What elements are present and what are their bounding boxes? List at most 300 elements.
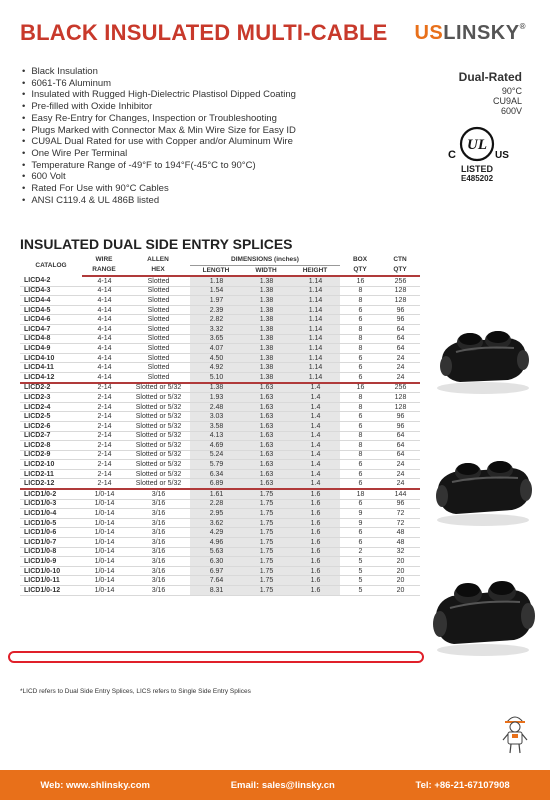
table-cell: Slotted or 5/32 bbox=[126, 402, 190, 412]
table-cell: 1.38 bbox=[242, 296, 290, 306]
table-cell: 3/16 bbox=[126, 489, 190, 499]
table-cell: 9 bbox=[340, 518, 380, 528]
ul-file-number: E485202 bbox=[460, 174, 494, 183]
table-cell: 6 bbox=[340, 538, 380, 548]
table-cell: LICD4-3 bbox=[20, 286, 82, 296]
table-cell: 1.63 bbox=[242, 441, 290, 451]
table-cell: 64 bbox=[380, 334, 420, 344]
table-cell: 1.75 bbox=[242, 518, 290, 528]
table-cell: 24 bbox=[380, 353, 420, 363]
table-cell: 2-14 bbox=[82, 383, 126, 393]
table-cell: 2 bbox=[340, 547, 380, 557]
table-cell: 1/0-14 bbox=[82, 557, 126, 567]
table-cell: Slotted bbox=[126, 296, 190, 306]
table-cell: Slotted bbox=[126, 286, 190, 296]
table-cell: 1.6 bbox=[290, 566, 340, 576]
rating-block bbox=[459, 70, 522, 116]
table-cell: 4-14 bbox=[82, 276, 126, 286]
table-cell: 1.6 bbox=[290, 489, 340, 499]
table-cell: 4-14 bbox=[82, 305, 126, 315]
table-cell: 6.34 bbox=[190, 469, 242, 479]
table-cell: 1.63 bbox=[242, 393, 290, 403]
ul-listed-label: LISTED bbox=[460, 164, 493, 174]
table-cell: LICD1/0-2 bbox=[20, 489, 82, 499]
table-cell: 1.63 bbox=[242, 479, 290, 489]
table-cell: 1.14 bbox=[290, 324, 340, 334]
table-row bbox=[20, 372, 420, 382]
table-cell: 4.96 bbox=[190, 538, 242, 548]
feature-item: • Temperature Range of -49°F to 194°F(-45°C to 90°C) bbox=[22, 160, 296, 172]
table-cell: 8 bbox=[340, 286, 380, 296]
table-cell: 8 bbox=[340, 402, 380, 412]
table-cell: 1.38 bbox=[242, 324, 290, 334]
table-cell: 4.13 bbox=[190, 431, 242, 441]
svg-text:UL: UL bbox=[467, 137, 487, 153]
table-row bbox=[20, 586, 420, 596]
table-cell: Slotted bbox=[126, 372, 190, 382]
table-cell: 72 bbox=[380, 518, 420, 528]
table-row bbox=[20, 450, 420, 460]
table-cell: 2.48 bbox=[190, 402, 242, 412]
table-cell: Slotted bbox=[126, 315, 190, 325]
table-cell: 1.14 bbox=[290, 372, 340, 382]
table-cell: 1.63 bbox=[242, 421, 290, 431]
table-cell: 1.4 bbox=[290, 402, 340, 412]
col-hex: ALLEN bbox=[147, 256, 169, 264]
table-cell: 1.75 bbox=[242, 489, 290, 499]
table-cell: 1.38 bbox=[242, 305, 290, 315]
table-cell: 1.63 bbox=[242, 431, 290, 441]
table-cell: 1/0-14 bbox=[82, 528, 126, 538]
table-cell: 24 bbox=[380, 479, 420, 489]
table-cell: 64 bbox=[380, 441, 420, 451]
col-hex-sub: HEX bbox=[126, 266, 190, 277]
table-cell: Slotted bbox=[126, 305, 190, 315]
table-cell: 3.58 bbox=[190, 421, 242, 431]
feature-item: • 600 Volt bbox=[22, 171, 296, 183]
table-cell: 1.4 bbox=[290, 383, 340, 393]
table-cell: 96 bbox=[380, 499, 420, 509]
table-cell: 1.75 bbox=[242, 586, 290, 596]
spec-table-wrap bbox=[20, 255, 420, 596]
table-cell: Slotted bbox=[126, 353, 190, 363]
table-cell: 3.03 bbox=[190, 412, 242, 422]
table-cell: LICD2-6 bbox=[20, 421, 82, 431]
table-cell: LICD4-4 bbox=[20, 296, 82, 306]
table-cell: 1.75 bbox=[242, 509, 290, 519]
table-cell: 3.32 bbox=[190, 324, 242, 334]
table-cell: 2-14 bbox=[82, 479, 126, 489]
table-cell: 4-14 bbox=[82, 286, 126, 296]
feature-item: • Rated For Use with 90°C Cables bbox=[22, 183, 296, 195]
table-cell: Slotted or 5/32 bbox=[126, 460, 190, 470]
table-cell: LICD2-5 bbox=[20, 412, 82, 422]
table-cell: 1.75 bbox=[242, 547, 290, 557]
table-cell: 1/0-14 bbox=[82, 538, 126, 548]
table-cell: 20 bbox=[380, 566, 420, 576]
table-cell: 1.75 bbox=[242, 576, 290, 586]
table-cell: LICD4-6 bbox=[20, 315, 82, 325]
table-cell: 3.62 bbox=[190, 518, 242, 528]
table-cell: 1.63 bbox=[242, 469, 290, 479]
table-cell: 4.92 bbox=[190, 363, 242, 373]
table-cell: 96 bbox=[380, 421, 420, 431]
col-ctn: CTN bbox=[393, 256, 407, 264]
table-cell: 1.4 bbox=[290, 393, 340, 403]
table-cell: 1.6 bbox=[290, 518, 340, 528]
table-cell: 9 bbox=[340, 509, 380, 519]
table-cell: 1.75 bbox=[242, 566, 290, 576]
table-cell: 18 bbox=[340, 489, 380, 499]
table-cell: 1.75 bbox=[242, 557, 290, 567]
table-cell: 256 bbox=[380, 383, 420, 393]
ul-listed-badge bbox=[438, 126, 516, 183]
table-cell: LICD2-3 bbox=[20, 393, 82, 403]
table-cell: LICD1/0-11 bbox=[20, 576, 82, 586]
table-row bbox=[20, 441, 420, 451]
table-cell: 20 bbox=[380, 586, 420, 596]
table-cell: LICD2-11 bbox=[20, 469, 82, 479]
table-cell: 24 bbox=[380, 372, 420, 382]
splice-connector-image-small bbox=[428, 318, 538, 398]
table-cell: 1.38 bbox=[242, 363, 290, 373]
table-cell: 3/16 bbox=[126, 557, 190, 567]
table-cell: Slotted or 5/32 bbox=[126, 412, 190, 422]
table-cell: 128 bbox=[380, 296, 420, 306]
col-box: BOX bbox=[352, 256, 368, 264]
col-wire: WIRE bbox=[95, 256, 113, 264]
table-cell: 3/16 bbox=[126, 538, 190, 548]
table-cell: 1.4 bbox=[290, 460, 340, 470]
table-row bbox=[20, 538, 420, 548]
table-cell: LICD2-8 bbox=[20, 441, 82, 451]
table-cell: 3/16 bbox=[126, 547, 190, 557]
table-cell: 3/16 bbox=[126, 518, 190, 528]
table-cell: 1/0-14 bbox=[82, 566, 126, 576]
brand-logo bbox=[414, 22, 526, 45]
table-cell: 48 bbox=[380, 528, 420, 538]
spec-table-body bbox=[20, 276, 420, 595]
table-row bbox=[20, 557, 420, 567]
table-cell: 96 bbox=[380, 315, 420, 325]
table-cell: 2-14 bbox=[82, 469, 126, 479]
table-cell: 3/16 bbox=[126, 586, 190, 596]
rating-line: 90°C bbox=[501, 86, 522, 96]
table-cell: 4.50 bbox=[190, 353, 242, 363]
table-cell: LICD4-2 bbox=[20, 276, 82, 286]
feature-item: • Black Insulation bbox=[22, 66, 296, 78]
table-cell: 1/0-14 bbox=[82, 499, 126, 509]
table-cell: 1.4 bbox=[290, 469, 340, 479]
table-cell: 1.54 bbox=[190, 286, 242, 296]
feature-item: • Insulated with Rugged High-Dielectric Plastisol Dipped Coating bbox=[22, 89, 296, 101]
table-cell: 1.38 bbox=[242, 344, 290, 354]
col-height: HEIGHT bbox=[290, 266, 340, 277]
table-cell: 64 bbox=[380, 344, 420, 354]
table-cell: LICD2-12 bbox=[20, 479, 82, 489]
table-cell: 6 bbox=[340, 528, 380, 538]
table-cell: 5 bbox=[340, 557, 380, 567]
table-cell: 8 bbox=[340, 334, 380, 344]
table-cell: 1.38 bbox=[242, 334, 290, 344]
table-cell: Slotted or 5/32 bbox=[126, 431, 190, 441]
table-row bbox=[20, 528, 420, 538]
table-cell: LICD4-5 bbox=[20, 305, 82, 315]
brand-rest: LINSKY bbox=[443, 22, 520, 44]
table-cell: 6 bbox=[340, 315, 380, 325]
section-title: INSULATED DUAL SIDE ENTRY SPLICES bbox=[20, 236, 293, 252]
table-cell: LICD2-9 bbox=[20, 450, 82, 460]
table-cell: 1/0-14 bbox=[82, 509, 126, 519]
table-cell: Slotted or 5/32 bbox=[126, 479, 190, 489]
table-cell: 16 bbox=[340, 276, 380, 286]
table-cell: 1.6 bbox=[290, 528, 340, 538]
feature-item: • Plugs Marked with Connector Max & Min Wire Size for Easy ID bbox=[22, 125, 296, 137]
table-row bbox=[20, 286, 420, 296]
table-row bbox=[20, 353, 420, 363]
table-cell: 1.63 bbox=[242, 383, 290, 393]
table-cell: LICD1/0-9 bbox=[20, 557, 82, 567]
table-row bbox=[20, 547, 420, 557]
table-cell: 4-14 bbox=[82, 315, 126, 325]
table-cell: 8 bbox=[340, 324, 380, 334]
table-cell: 2.28 bbox=[190, 499, 242, 509]
table-cell: 1.6 bbox=[290, 499, 340, 509]
table-cell: 1.93 bbox=[190, 393, 242, 403]
spec-table bbox=[20, 255, 420, 596]
table-cell: LICD4-11 bbox=[20, 363, 82, 373]
table-cell: 1.6 bbox=[290, 586, 340, 596]
table-cell: 4-14 bbox=[82, 344, 126, 354]
table-cell: 1/0-14 bbox=[82, 489, 126, 499]
table-cell: 1/0-14 bbox=[82, 576, 126, 586]
table-cell: 8 bbox=[340, 344, 380, 354]
table-cell: 7.64 bbox=[190, 576, 242, 586]
worker-mascot-icon bbox=[498, 710, 532, 754]
table-cell: 3/16 bbox=[126, 528, 190, 538]
table-cell: 2-14 bbox=[82, 421, 126, 431]
col-dimensions: DIMENSIONS (inches) bbox=[190, 255, 340, 266]
table-cell: 2.39 bbox=[190, 305, 242, 315]
table-cell: 1.14 bbox=[290, 363, 340, 373]
table-row bbox=[20, 576, 420, 586]
table-cell: 6 bbox=[340, 305, 380, 315]
table-cell: 8 bbox=[340, 393, 380, 403]
table-cell: 5.63 bbox=[190, 547, 242, 557]
rating-title: Dual-Rated bbox=[458, 70, 522, 84]
table-cell: Slotted bbox=[126, 276, 190, 286]
col-ctn-sub: QTY bbox=[380, 266, 420, 277]
footer-web: Web: www.shlinsky.com bbox=[40, 779, 150, 791]
table-cell: 4.07 bbox=[190, 344, 242, 354]
footer-tel: Tel: +86-21-67107908 bbox=[415, 779, 510, 791]
ul-mark-icon bbox=[438, 126, 516, 162]
table-cell: 1.38 bbox=[242, 372, 290, 382]
table-cell: 256 bbox=[380, 276, 420, 286]
table-cell: 6 bbox=[340, 460, 380, 470]
feature-item: • CU9AL Dual Rated for use with Copper and/or Aluminum Wire bbox=[22, 136, 296, 148]
table-cell: 1.63 bbox=[242, 460, 290, 470]
table-cell: Slotted or 5/32 bbox=[126, 421, 190, 431]
footnote: *LICD refers to Dual Side Entry Splices, LICS refers to Single Side Entry Splices bbox=[20, 688, 251, 695]
brand-us: US bbox=[414, 22, 444, 44]
table-row bbox=[20, 566, 420, 576]
table-cell: 6.97 bbox=[190, 566, 242, 576]
table-cell: 1.63 bbox=[242, 412, 290, 422]
table-cell: 1.4 bbox=[290, 412, 340, 422]
table-row bbox=[20, 412, 420, 422]
rating-line: 600V bbox=[500, 106, 522, 116]
table-cell: LICD4-10 bbox=[20, 353, 82, 363]
table-cell: 3/16 bbox=[126, 509, 190, 519]
highlight-ring bbox=[8, 651, 424, 663]
table-cell: 1.4 bbox=[290, 450, 340, 460]
table-cell: LICD2-7 bbox=[20, 431, 82, 441]
table-cell: 1.14 bbox=[290, 296, 340, 306]
table-cell: 1.14 bbox=[290, 353, 340, 363]
table-cell: Slotted or 5/32 bbox=[126, 441, 190, 451]
table-cell: 1.75 bbox=[242, 528, 290, 538]
table-cell: 6 bbox=[340, 479, 380, 489]
table-row bbox=[20, 334, 420, 344]
col-catalog: CATALOG bbox=[35, 261, 67, 269]
table-row bbox=[20, 509, 420, 519]
table-row bbox=[20, 469, 420, 479]
table-cell: 5.79 bbox=[190, 460, 242, 470]
table-cell: 72 bbox=[380, 509, 420, 519]
table-cell: 1.38 bbox=[242, 286, 290, 296]
svg-text:C: C bbox=[448, 149, 456, 161]
table-cell: Slotted or 5/32 bbox=[126, 383, 190, 393]
table-cell: 1.6 bbox=[290, 538, 340, 548]
table-cell: 1.6 bbox=[290, 576, 340, 586]
table-cell: 6 bbox=[340, 363, 380, 373]
table-row bbox=[20, 431, 420, 441]
feature-item: • Easy Re-Entry for Changes, Inspection or Troubleshooting bbox=[22, 113, 296, 125]
table-cell: 1.14 bbox=[290, 344, 340, 354]
table-cell: 1.4 bbox=[290, 431, 340, 441]
table-cell: 1.61 bbox=[190, 489, 242, 499]
table-cell: 64 bbox=[380, 431, 420, 441]
table-cell: LICD1/0-6 bbox=[20, 528, 82, 538]
table-cell: 1.18 bbox=[190, 276, 242, 286]
feature-item: • ANSI C119.4 & UL 486B listed bbox=[22, 195, 296, 207]
splice-connector-image-medium bbox=[428, 448, 538, 528]
table-row bbox=[20, 479, 420, 489]
table-cell: 24 bbox=[380, 460, 420, 470]
table-cell: LICD4-9 bbox=[20, 344, 82, 354]
table-cell: 5 bbox=[340, 576, 380, 586]
table-row bbox=[20, 393, 420, 403]
table-cell: Slotted bbox=[126, 324, 190, 334]
table-cell: 5 bbox=[340, 586, 380, 596]
table-cell: 1.4 bbox=[290, 421, 340, 431]
splice-connector-image-large bbox=[428, 568, 538, 658]
table-row bbox=[20, 315, 420, 325]
table-cell: LICD2-2 bbox=[20, 383, 82, 393]
table-cell: LICD1/0-5 bbox=[20, 518, 82, 528]
table-cell: 4-14 bbox=[82, 296, 126, 306]
table-cell: 2-14 bbox=[82, 412, 126, 422]
table-cell: 2.82 bbox=[190, 315, 242, 325]
table-row bbox=[20, 489, 420, 499]
table-cell: Slotted or 5/32 bbox=[126, 393, 190, 403]
table-cell: 1.75 bbox=[242, 538, 290, 548]
table-cell: 144 bbox=[380, 489, 420, 499]
table-row bbox=[20, 460, 420, 470]
table-cell: 1.14 bbox=[290, 315, 340, 325]
feature-list bbox=[22, 66, 296, 206]
table-cell: 1.6 bbox=[290, 547, 340, 557]
table-cell: 3/16 bbox=[126, 576, 190, 586]
table-cell: 2-14 bbox=[82, 450, 126, 460]
table-cell: 32 bbox=[380, 547, 420, 557]
table-cell: 1.14 bbox=[290, 305, 340, 315]
table-cell: LICD1/0-12 bbox=[20, 586, 82, 596]
table-cell: 3/16 bbox=[126, 499, 190, 509]
table-cell: LICD1/0-8 bbox=[20, 547, 82, 557]
table-cell: 6.30 bbox=[190, 557, 242, 567]
table-cell: 96 bbox=[380, 412, 420, 422]
table-cell: 6 bbox=[340, 499, 380, 509]
col-width: WIDTH bbox=[242, 266, 290, 277]
table-cell: 96 bbox=[380, 305, 420, 315]
table-cell: 1.14 bbox=[290, 334, 340, 344]
table-cell: 1.4 bbox=[290, 479, 340, 489]
contact-footer bbox=[0, 770, 550, 800]
table-row bbox=[20, 296, 420, 306]
table-cell: Slotted bbox=[126, 334, 190, 344]
rating-line: CU9AL bbox=[492, 96, 522, 106]
table-cell: Slotted bbox=[126, 363, 190, 373]
table-cell: Slotted or 5/32 bbox=[126, 469, 190, 479]
table-cell: LICD1/0-4 bbox=[20, 509, 82, 519]
table-cell: 5.24 bbox=[190, 450, 242, 460]
table-cell: 6 bbox=[340, 469, 380, 479]
table-cell: 20 bbox=[380, 557, 420, 567]
feature-item: • One Wire Per Terminal bbox=[22, 148, 296, 160]
table-cell: 6 bbox=[340, 372, 380, 382]
table-cell: LICD2-10 bbox=[20, 460, 82, 470]
table-cell: 1.38 bbox=[190, 383, 242, 393]
table-cell: 8 bbox=[340, 296, 380, 306]
table-cell: 4-14 bbox=[82, 363, 126, 373]
table-cell: 48 bbox=[380, 538, 420, 548]
table-cell: 6 bbox=[340, 421, 380, 431]
table-cell: 128 bbox=[380, 393, 420, 403]
table-cell: 1.14 bbox=[290, 276, 340, 286]
table-cell: 1/0-14 bbox=[82, 586, 126, 596]
table-cell: 1/0-14 bbox=[82, 518, 126, 528]
table-cell: 3/16 bbox=[126, 566, 190, 576]
table-cell: 4-14 bbox=[82, 324, 126, 334]
table-cell: 1.6 bbox=[290, 509, 340, 519]
table-cell: 5.10 bbox=[190, 372, 242, 382]
table-cell: LICD4-12 bbox=[20, 372, 82, 382]
table-cell: 4-14 bbox=[82, 353, 126, 363]
table-cell: 8 bbox=[340, 431, 380, 441]
table-cell: 2-14 bbox=[82, 431, 126, 441]
table-cell: 1.38 bbox=[242, 353, 290, 363]
brand-reg: ® bbox=[519, 22, 526, 31]
table-cell: 1.14 bbox=[290, 286, 340, 296]
feature-item: • 6061-T6 Aluminum bbox=[22, 78, 296, 90]
table-cell: 1.6 bbox=[290, 557, 340, 567]
table-cell: 6 bbox=[340, 412, 380, 422]
feature-item: • Pre-filled with Oxide Inhibitor bbox=[22, 101, 296, 113]
table-cell: 1/0-14 bbox=[82, 547, 126, 557]
table-cell: 64 bbox=[380, 324, 420, 334]
